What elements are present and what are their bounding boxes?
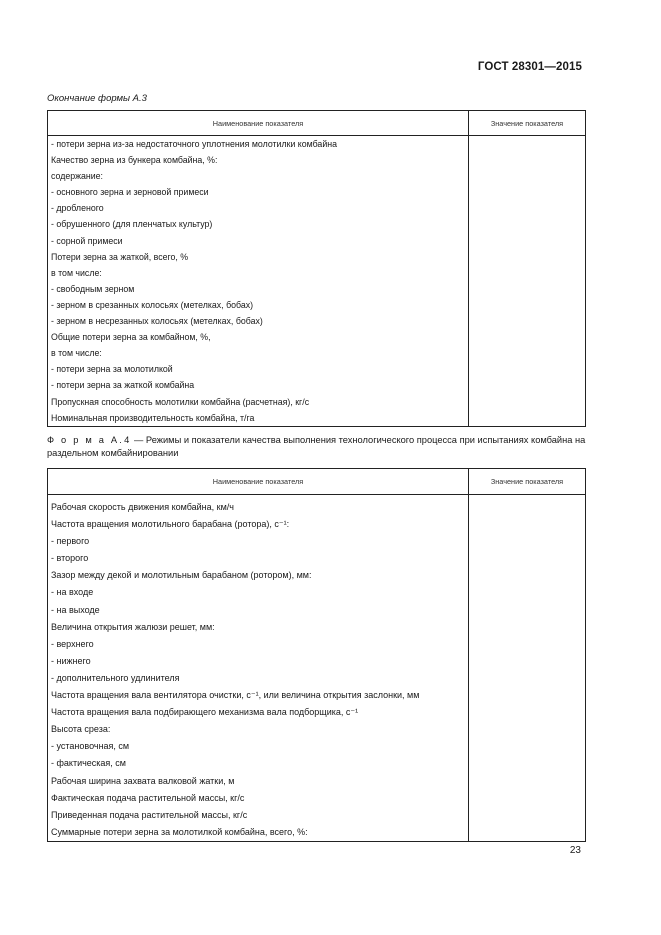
form-a4-label: Ф о р м а А.4: [47, 435, 132, 445]
table-row: - обрушенного (для пленчатых культур): [51, 219, 213, 230]
table-row: в том числе:: [51, 348, 102, 359]
table-body-row: [48, 136, 586, 427]
table-row: Рабочая ширина захвата валковой жатки, м: [51, 775, 235, 786]
page-number: 23: [569, 845, 581, 856]
table-row: - второго: [51, 553, 89, 564]
table-row: Общие потери зерна за комбайном, %,: [51, 332, 211, 343]
table-row: Частота вращения вала вентилятора очистки, с⁻¹, или величина открытия заслонки, мм: [51, 690, 420, 701]
column-header-value: Значение показателя: [469, 111, 586, 136]
table-row: Величина открытия жалюзи решет, мм:: [51, 621, 215, 632]
table-row: Качество зерна из бункера комбайна, %:: [51, 155, 218, 166]
table-row: - нижнего: [51, 655, 91, 666]
standard-number: ГОСТ 28301—2015: [477, 61, 582, 73]
table-row: Приведенная подача растительной массы, кг/с: [51, 809, 248, 820]
table-row: - потери зерна за жаткой комбайна: [51, 380, 195, 391]
table-row: - дробленого: [51, 203, 104, 214]
table-caption-a3: Окончание формы А.3: [47, 93, 147, 104]
table-row: Зазор между декой и молотильным барабаном (ротором), мм:: [51, 570, 312, 581]
table-row: - дополнительного удлинителя: [51, 672, 180, 683]
table-body-row: [48, 495, 586, 842]
table-row: - установочная, см: [51, 741, 130, 752]
table-row: - первого: [51, 536, 90, 547]
table-row: - потери зерна за молотилкой: [51, 364, 173, 375]
table-row: Номинальная производительность комбайна, т/га: [51, 412, 255, 423]
table-row: - зерном в срезанных колосьях (метелках, бобах): [51, 299, 254, 310]
table-row: содержание:: [51, 171, 103, 182]
table-row: - зерном в несрезанных колосьях (метелках, бобах): [51, 316, 263, 327]
form-a4-description: — Режимы и показатели качества выполнения технологического процесса при испытаниях комбайна на раздельном комбайнировании: [47, 435, 586, 458]
indicator-names-cell: [48, 495, 469, 842]
table-row: - свободным зерном: [51, 283, 135, 294]
table-row: Частота вращения молотильного барабана (ротора), с⁻¹:: [51, 519, 290, 530]
indicator-table-a3: [47, 110, 586, 427]
table-row: Частота вращения вала подбирающего механизма вала подборщика, с⁻¹: [51, 707, 359, 718]
table-row: - сорной примеси: [51, 235, 123, 246]
table-row: Потери зерна за жаткой, всего, %: [51, 251, 189, 262]
table-row: - потери зерна из-за недостаточного уплотнения молотилки комбайна: [51, 139, 337, 149]
table-row: - верхнего: [51, 638, 94, 649]
table-row: Суммарные потери зерна за молотилкой комбайна, всего, %:: [51, 826, 308, 837]
table-row: Фактическая подача растительной массы, кг/с: [51, 792, 245, 803]
indicator-values-cell: [469, 136, 586, 427]
indicator-list-a3: [48, 136, 468, 426]
table-row: Высота среза:: [51, 724, 111, 735]
column-header-name: Наименование показателя: [48, 469, 469, 495]
form-a4-title: [47, 434, 587, 459]
table-row: - на входе: [51, 587, 94, 598]
table-header-row: [48, 469, 586, 495]
column-header-value: Значение показателя: [469, 469, 586, 495]
table-row: - основного зерна и зерновой примеси: [51, 187, 209, 198]
indicator-list-a4: [48, 495, 468, 841]
table-row: - на выходе: [51, 604, 100, 615]
table-row: в том числе:: [51, 267, 102, 278]
table-row: Пропускная способность молотилки комбайна (расчетная), кг/с: [51, 396, 310, 407]
table-header-row: [48, 111, 586, 136]
table-row: - фактическая, см: [51, 758, 126, 769]
indicator-table-a4: [47, 468, 586, 842]
column-header-name: Наименование показателя: [48, 111, 469, 136]
indicator-names-cell: [48, 136, 469, 427]
table-row: Рабочая скорость движения комбайна, км/ч: [51, 502, 234, 512]
indicator-values-cell: [469, 495, 586, 842]
